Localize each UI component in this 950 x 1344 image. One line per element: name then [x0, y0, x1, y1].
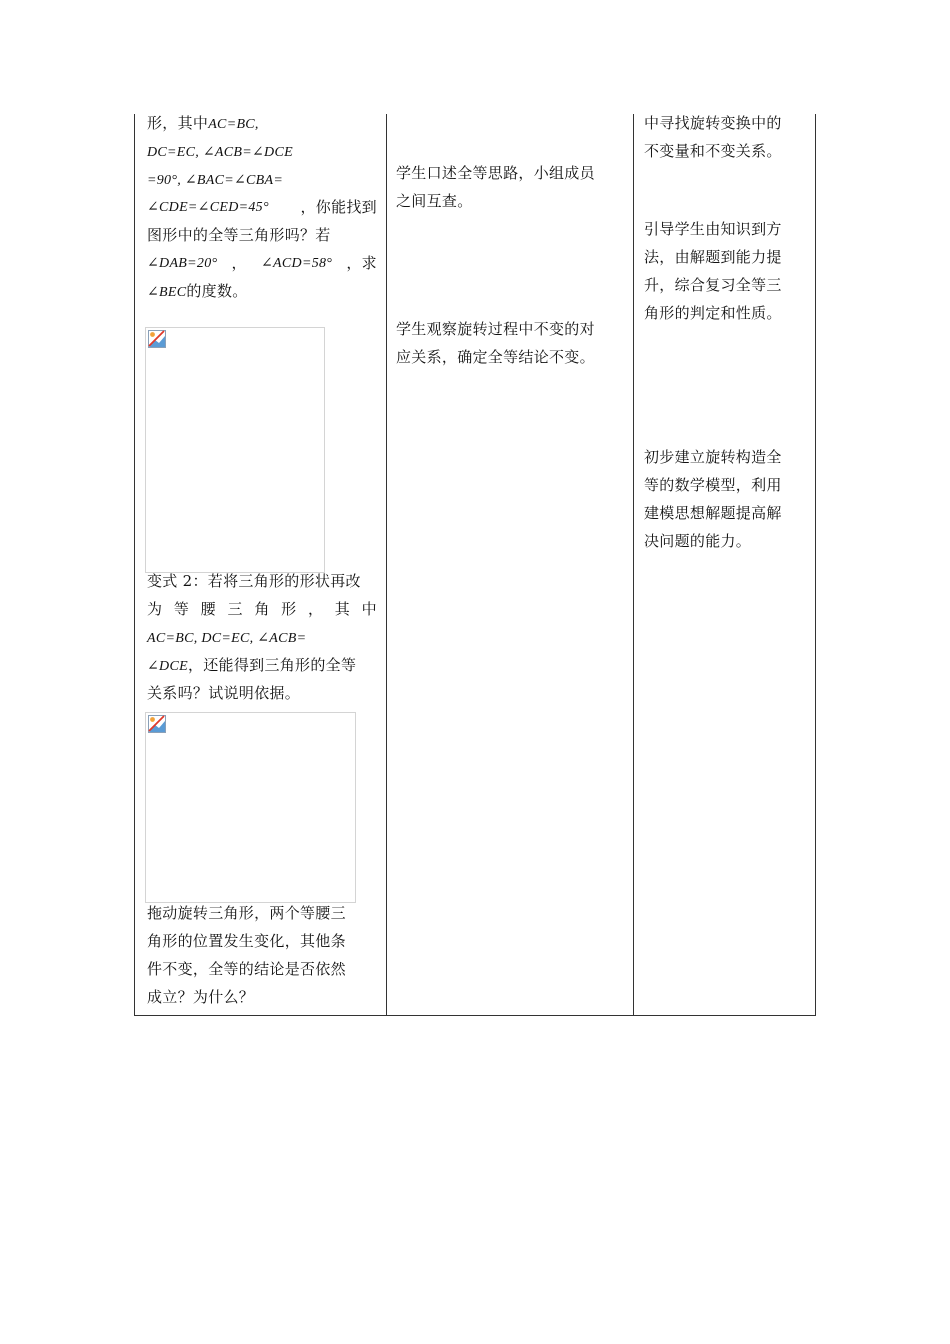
broken-image-icon — [148, 715, 166, 733]
variant2-line-2-char: ， — [307, 600, 324, 618]
problem-line-7: ∠BEC的度数。 — [147, 282, 248, 300]
variant2-line-2 — [147, 596, 377, 624]
rotate-line-4: 成立？为什么？ — [147, 988, 255, 1006]
intent-para-1-line-2: 不变量和不变关系。 — [644, 142, 782, 160]
broken-image-icon — [148, 330, 166, 348]
rotate-line-2: 角形的位置发生变化，其他条 — [147, 932, 346, 950]
variant2-line-4: ∠DCE，还能得到三角形的全等 — [147, 656, 357, 674]
intent-para-2-line-3: 升，综合复习全等三 — [644, 276, 782, 294]
intent-para-2-line-1: 引导学生由知识到方 — [644, 220, 782, 238]
variant2-line-2-char: 角 — [254, 600, 270, 618]
problem-line-5: 图形中的全等三角形吗？若 — [147, 226, 331, 244]
variant2-line-1: 变式 2：若将三角形的形状再改 — [147, 572, 361, 590]
intent-para-3-line-1: 初步建立旋转构造全 — [644, 448, 782, 466]
student-activity-cell — [387, 114, 634, 1015]
intent-para-2-line-4: 角形的判定和性质。 — [644, 304, 782, 322]
broken-figure-image-2 — [145, 712, 356, 903]
intent-para-3-line-4: 决问题的能力。 — [644, 532, 752, 550]
intent-para-1-line-1: 中寻找旋转变换中的 — [644, 114, 782, 132]
student-para-1-line-2: 之间互查。 — [396, 192, 473, 210]
rotate-line-3: 件不变，全等的结论是否依然 — [147, 960, 346, 978]
rotate-line-1: 拖动旋转三角形，两个等腰三 — [147, 904, 346, 922]
teaching-content-cell — [135, 114, 387, 1015]
variant2-line-5: 关系吗？试说明依据。 — [147, 684, 301, 702]
variant2-line-2-char: 等 — [173, 600, 190, 618]
problem-line-6: ∠DAB=20° ， ∠ACD=58° ，求 — [147, 254, 377, 272]
student-para-2-line-2: 应关系，确定全等结论不变。 — [396, 348, 595, 366]
variant2-line-2-char: 腰 — [200, 600, 216, 618]
problem-line-1: 形，其中AC=BC, — [147, 114, 259, 132]
variant2-line-2-char: 形 — [281, 600, 297, 618]
design-intent-cell — [634, 114, 817, 1015]
problem-line-2: DC=EC, ∠ACB=∠DCE — [147, 145, 293, 160]
variant2-line-2-char: 为 — [147, 600, 163, 618]
student-para-1-line-1: 学生口述全等思路，小组成员 — [396, 164, 595, 182]
intent-para-3-line-3: 建模思想解题提高解 — [644, 504, 782, 522]
student-para-2-line-1: 学生观察旋转过程中不变的对 — [396, 320, 595, 338]
broken-figure-image-1 — [145, 327, 325, 573]
lesson-table — [134, 114, 816, 1016]
problem-line-3: =90°, ∠BAC=∠CBA= — [147, 173, 284, 188]
intent-para-3-line-2: 等的数学模型，利用 — [644, 476, 782, 494]
problem-line-4: ∠CDE=∠CED=45° ，你能找到 — [147, 198, 377, 216]
variant2-line-2-char: 其 — [334, 600, 351, 618]
intent-para-2-line-2: 法，由解题到能力提 — [644, 248, 782, 266]
variant2-line-2-char: 中 — [361, 600, 377, 618]
variant2-line-3: AC=BC, DC=EC, ∠ACB= — [147, 631, 307, 646]
variant2-line-2-char: 三 — [227, 600, 243, 618]
